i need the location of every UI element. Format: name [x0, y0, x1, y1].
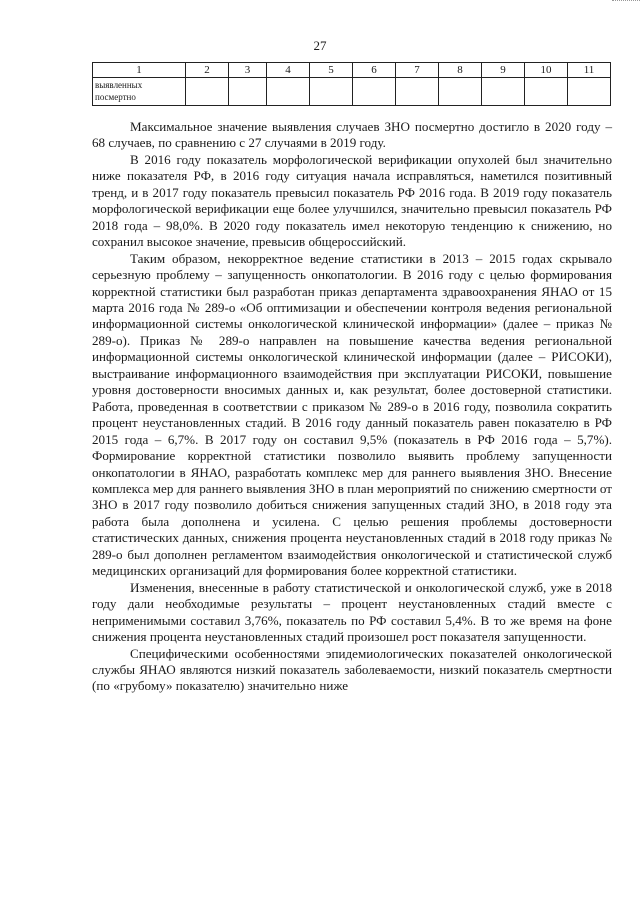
column-header: 1: [93, 63, 186, 78]
table-cell: [353, 78, 396, 106]
table-row: [93, 78, 611, 106]
table-cell: [267, 78, 310, 106]
column-header: 11: [568, 63, 611, 78]
column-header: 8: [439, 63, 482, 78]
column-header: 7: [396, 63, 439, 78]
column-header: 5: [310, 63, 353, 78]
table-cell: [439, 78, 482, 106]
paragraph: В 2016 году показатель морфологической верификации опухолей был значительно ниже показателя РФ, в 2016 году ситуация начала исправляться, наметился позитивный тренд, и в 2017 году показатель превысил показатель РФ 2016 года. В 2019 году показатель морфологической верификации еще более улучшился, значительно превысил показатель РФ 2018 года – 98,0%. В 2020 году показатель имел некоторую тенденцию к снижению, но сохранил высокое значение, превысив общероссийский.: [92, 151, 612, 250]
column-header: 2: [186, 63, 229, 78]
table-cell: [310, 78, 353, 106]
column-header: 10: [525, 63, 568, 78]
table-cell: [482, 78, 525, 106]
table-header-row: [93, 63, 611, 78]
table-cell: [525, 78, 568, 106]
data-table: [92, 62, 611, 106]
column-header: 9: [482, 63, 525, 78]
paragraph: Изменения, внесенные в работу статистической и онкологической служб, уже в 2018 году дали необходимые результаты – процент неустановленных стадий вместе с неприменимыми составил 3,76%, показатель по РФ составил 5,4%. В то же время на фоне снижения процента неустановленных стадий произошел рост показателя запущенности.: [92, 579, 612, 645]
table-cell: [568, 78, 611, 106]
column-header: 4: [267, 63, 310, 78]
column-header: 6: [353, 63, 396, 78]
table-cell: [396, 78, 439, 106]
table-cell: [186, 78, 229, 106]
table-cell: [229, 78, 267, 106]
row-label: выявленных посмертно: [93, 78, 186, 106]
paragraph: Максимальное значение выявления случаев ЗНО посмертно достигло в 2020 году – 68 случаев, по сравнению с 27 случаями в 2019 году.: [92, 119, 612, 151]
column-header: 3: [229, 63, 267, 78]
paragraph: Специфическими особенностями эпидемиологических показателей онкологической службы ЯНАО являются низкий показатель заболеваемости, низкий показатель смертности (по «грубому» показателю) значительно ниже: [92, 645, 612, 694]
scan-edge-mark: [612, 0, 640, 4]
body-text: [92, 119, 612, 695]
paragraph: Таким образом, некорректное ведение статистики в 2013 – 2015 годах скрывало серьезную проблему – запущенность онкопатологии. В 2016 году с целью формирования корректной статистики был разработан приказ департамента здравоохранения ЯНАО от 15 марта 2016 года № 289-о «Об оптимизации и обеспечении контроля ведения региональной информационной системы онкологической клинической информации» (далее – приказ № 289-о). Приказ № 289-о направлен на повышение качества ведения региональной информационной системы онкологической клинической информации (далее – РИСОКИ), выстраивание информационного взаимодействия при эксплуатации РИСОКИ, повышение уровня достоверности вносимых данных и, как результат, более достоверной статистики. Работа, проведенная в соответствии с приказом № 289-о в 2016 году, позволила сократить процент неустановленных стадий. В 2016 году данный показатель равен показателю в РФ 2015 года – 6,7%. В 2017 году он составил 9,5% (показатель в РФ 2016 года – 5,7%). Формирование корректной статистики позволило выявить проблему запущенности онкопатологии в ЯНАО, разработать комплекс мер для раннего выявления ЗНО. Внесение комплекса мер для раннего выявления ЗНО в план мероприятий по снижению смертности от ЗНО в 2017 году позволило добиться снижения запущенных стадий ЗНО, в 2018 году эта работа была дополнена и усилена. С целью решения проблемы достоверности статистических данных, снижения процента неустановленных стадий в 2018 году приказ № 289-о был дополнен регламентом взаимодействия онкологической и статистической служб медицинских организаций для формирования более корректной статистики.: [92, 250, 612, 579]
page-number: 27: [313, 38, 327, 53]
